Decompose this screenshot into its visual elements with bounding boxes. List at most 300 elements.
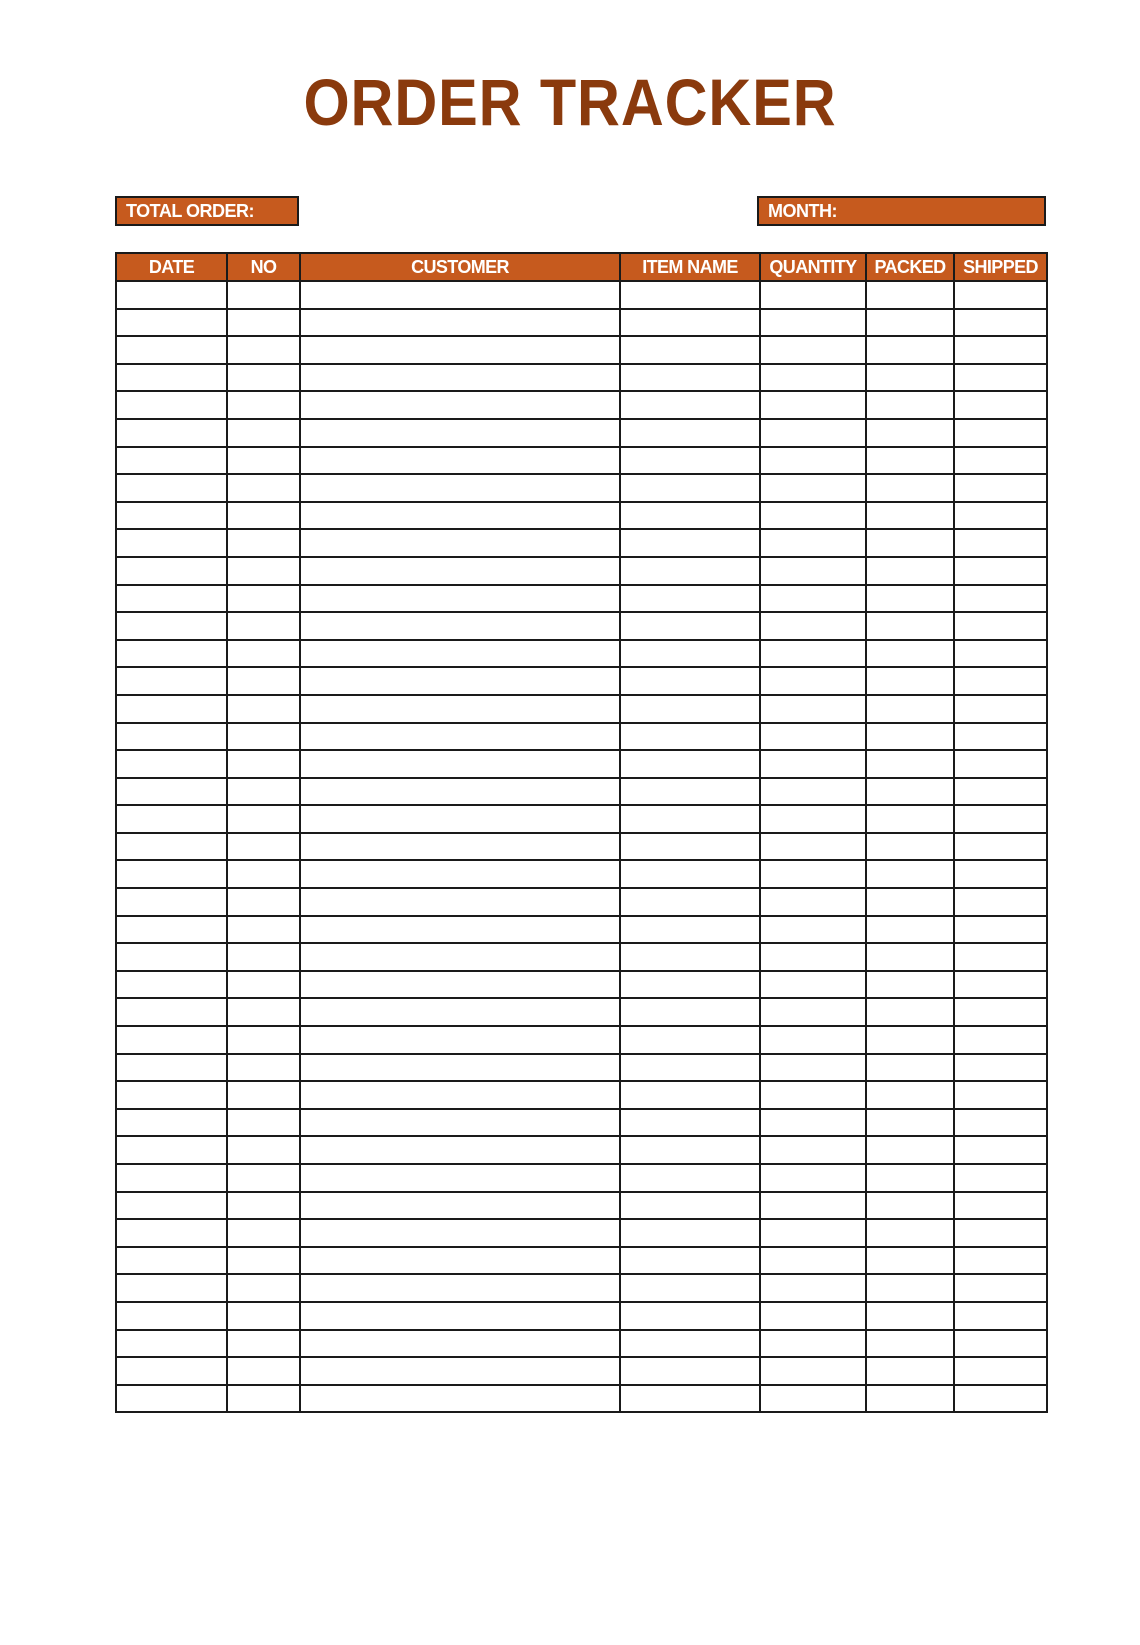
cell-shipped[interactable] bbox=[954, 1026, 1047, 1054]
cell-packed[interactable] bbox=[866, 723, 954, 751]
cell-customer[interactable] bbox=[300, 1357, 620, 1385]
cell-packed[interactable] bbox=[866, 971, 954, 999]
cell-date[interactable] bbox=[116, 888, 227, 916]
cell-quantity[interactable] bbox=[760, 1247, 866, 1275]
cell-shipped[interactable] bbox=[954, 860, 1047, 888]
cell-item-name[interactable] bbox=[620, 419, 760, 447]
cell-item-name[interactable] bbox=[620, 1385, 760, 1413]
table-row bbox=[116, 1302, 1047, 1330]
cell-item-name[interactable] bbox=[620, 943, 760, 971]
cell-packed[interactable] bbox=[866, 1274, 954, 1302]
cell-customer[interactable] bbox=[300, 943, 620, 971]
cell-packed[interactable] bbox=[866, 391, 954, 419]
cell-packed[interactable] bbox=[866, 1054, 954, 1082]
cell-date[interactable] bbox=[116, 474, 227, 502]
cell-packed[interactable] bbox=[866, 695, 954, 723]
cell-shipped[interactable] bbox=[954, 1109, 1047, 1137]
cell-shipped[interactable] bbox=[954, 998, 1047, 1026]
cell-no[interactable] bbox=[227, 419, 300, 447]
cell-shipped[interactable] bbox=[954, 971, 1047, 999]
cell-customer[interactable] bbox=[300, 723, 620, 751]
cell-shipped[interactable] bbox=[954, 474, 1047, 502]
cell-packed[interactable] bbox=[866, 309, 954, 337]
cell-no[interactable] bbox=[227, 1054, 300, 1082]
cell-no[interactable] bbox=[227, 1385, 300, 1413]
cell-shipped[interactable] bbox=[954, 695, 1047, 723]
cell-customer[interactable] bbox=[300, 419, 620, 447]
cell-quantity[interactable] bbox=[760, 1109, 866, 1137]
cell-customer[interactable] bbox=[300, 750, 620, 778]
cell-no[interactable] bbox=[227, 1192, 300, 1220]
cell-item-name[interactable] bbox=[620, 1136, 760, 1164]
cell-shipped[interactable] bbox=[954, 1219, 1047, 1247]
cell-quantity[interactable] bbox=[760, 805, 866, 833]
cell-item-name[interactable] bbox=[620, 723, 760, 751]
cell-shipped[interactable] bbox=[954, 447, 1047, 475]
cell-shipped[interactable] bbox=[954, 557, 1047, 585]
cell-item-name[interactable] bbox=[620, 309, 760, 337]
cell-shipped[interactable] bbox=[954, 336, 1047, 364]
cell-item-name[interactable] bbox=[620, 1054, 760, 1082]
cell-packed[interactable] bbox=[866, 1026, 954, 1054]
cell-shipped[interactable] bbox=[954, 612, 1047, 640]
cell-customer[interactable] bbox=[300, 833, 620, 861]
cell-customer[interactable] bbox=[300, 1219, 620, 1247]
cell-no[interactable] bbox=[227, 833, 300, 861]
cell-date[interactable] bbox=[116, 281, 227, 309]
cell-date[interactable] bbox=[116, 447, 227, 475]
cell-shipped[interactable] bbox=[954, 1357, 1047, 1385]
cell-shipped[interactable] bbox=[954, 1274, 1047, 1302]
cell-quantity[interactable] bbox=[760, 1054, 866, 1082]
cell-no[interactable] bbox=[227, 502, 300, 530]
cell-no[interactable] bbox=[227, 1330, 300, 1358]
cell-shipped[interactable] bbox=[954, 888, 1047, 916]
cell-customer[interactable] bbox=[300, 860, 620, 888]
cell-item-name[interactable] bbox=[620, 585, 760, 613]
cell-packed[interactable] bbox=[866, 860, 954, 888]
cell-shipped[interactable] bbox=[954, 1302, 1047, 1330]
cell-date[interactable] bbox=[116, 502, 227, 530]
cell-item-name[interactable] bbox=[620, 1357, 760, 1385]
cell-date[interactable] bbox=[116, 557, 227, 585]
cell-customer[interactable] bbox=[300, 557, 620, 585]
cell-quantity[interactable] bbox=[760, 888, 866, 916]
cell-quantity[interactable] bbox=[760, 336, 866, 364]
cell-no[interactable] bbox=[227, 364, 300, 392]
cell-quantity[interactable] bbox=[760, 1357, 866, 1385]
cell-date[interactable] bbox=[116, 805, 227, 833]
cell-quantity[interactable] bbox=[760, 474, 866, 502]
cell-quantity[interactable] bbox=[760, 943, 866, 971]
cell-item-name[interactable] bbox=[620, 1247, 760, 1275]
cell-packed[interactable] bbox=[866, 667, 954, 695]
cell-no[interactable] bbox=[227, 1026, 300, 1054]
cell-shipped[interactable] bbox=[954, 916, 1047, 944]
cell-shipped[interactable] bbox=[954, 1330, 1047, 1358]
cell-quantity[interactable] bbox=[760, 1192, 866, 1220]
cell-date[interactable] bbox=[116, 998, 227, 1026]
cell-date[interactable] bbox=[116, 667, 227, 695]
cell-date[interactable] bbox=[116, 1054, 227, 1082]
cell-date[interactable] bbox=[116, 943, 227, 971]
month-field[interactable] bbox=[757, 196, 1046, 226]
cell-shipped[interactable] bbox=[954, 529, 1047, 557]
cell-customer[interactable] bbox=[300, 998, 620, 1026]
cell-no[interactable] bbox=[227, 585, 300, 613]
cell-date[interactable] bbox=[116, 1330, 227, 1358]
cell-date[interactable] bbox=[116, 1109, 227, 1137]
cell-quantity[interactable] bbox=[760, 916, 866, 944]
cell-no[interactable] bbox=[227, 1302, 300, 1330]
cell-customer[interactable] bbox=[300, 1136, 620, 1164]
cell-quantity[interactable] bbox=[760, 585, 866, 613]
cell-date[interactable] bbox=[116, 1274, 227, 1302]
cell-no[interactable] bbox=[227, 391, 300, 419]
cell-date[interactable] bbox=[116, 778, 227, 806]
cell-customer[interactable] bbox=[300, 1247, 620, 1275]
cell-packed[interactable] bbox=[866, 778, 954, 806]
cell-packed[interactable] bbox=[866, 1109, 954, 1137]
cell-item-name[interactable] bbox=[620, 971, 760, 999]
cell-date[interactable] bbox=[116, 336, 227, 364]
cell-packed[interactable] bbox=[866, 1247, 954, 1275]
cell-no[interactable] bbox=[227, 860, 300, 888]
cell-packed[interactable] bbox=[866, 998, 954, 1026]
cell-quantity[interactable] bbox=[760, 419, 866, 447]
column-header-date: DATE bbox=[116, 253, 227, 281]
cell-no[interactable] bbox=[227, 998, 300, 1026]
cell-customer[interactable] bbox=[300, 971, 620, 999]
cell-item-name[interactable] bbox=[620, 860, 760, 888]
cell-no[interactable] bbox=[227, 1081, 300, 1109]
cell-quantity[interactable] bbox=[760, 529, 866, 557]
cell-no[interactable] bbox=[227, 1247, 300, 1275]
cell-quantity[interactable] bbox=[760, 502, 866, 530]
cell-packed[interactable] bbox=[866, 281, 954, 309]
cell-packed[interactable] bbox=[866, 1219, 954, 1247]
cell-no[interactable] bbox=[227, 971, 300, 999]
cell-shipped[interactable] bbox=[954, 391, 1047, 419]
cell-packed[interactable] bbox=[866, 1081, 954, 1109]
cell-customer[interactable] bbox=[300, 281, 620, 309]
cell-no[interactable] bbox=[227, 1136, 300, 1164]
cell-customer[interactable] bbox=[300, 640, 620, 668]
cell-packed[interactable] bbox=[866, 529, 954, 557]
cell-shipped[interactable] bbox=[954, 640, 1047, 668]
cell-packed[interactable] bbox=[866, 336, 954, 364]
cell-customer[interactable] bbox=[300, 474, 620, 502]
order-tracker-table bbox=[115, 252, 1048, 1413]
total-order-field[interactable] bbox=[115, 196, 299, 226]
cell-date[interactable] bbox=[116, 723, 227, 751]
cell-no[interactable] bbox=[227, 695, 300, 723]
table-row bbox=[116, 916, 1047, 944]
cell-shipped[interactable] bbox=[954, 750, 1047, 778]
cell-packed[interactable] bbox=[866, 943, 954, 971]
cell-no[interactable] bbox=[227, 916, 300, 944]
cell-item-name[interactable] bbox=[620, 640, 760, 668]
cell-quantity[interactable] bbox=[760, 1219, 866, 1247]
cell-packed[interactable] bbox=[866, 1330, 954, 1358]
cell-quantity[interactable] bbox=[760, 778, 866, 806]
cell-packed[interactable] bbox=[866, 557, 954, 585]
cell-date[interactable] bbox=[116, 309, 227, 337]
cell-quantity[interactable] bbox=[760, 971, 866, 999]
cell-date[interactable] bbox=[116, 529, 227, 557]
cell-date[interactable] bbox=[116, 860, 227, 888]
cell-shipped[interactable] bbox=[954, 585, 1047, 613]
cell-no[interactable] bbox=[227, 1274, 300, 1302]
cell-shipped[interactable] bbox=[954, 502, 1047, 530]
cell-shipped[interactable] bbox=[954, 1136, 1047, 1164]
table-row bbox=[116, 667, 1047, 695]
cell-no[interactable] bbox=[227, 778, 300, 806]
cell-customer[interactable] bbox=[300, 612, 620, 640]
cell-customer[interactable] bbox=[300, 888, 620, 916]
cell-item-name[interactable] bbox=[620, 474, 760, 502]
cell-shipped[interactable] bbox=[954, 1385, 1047, 1413]
cell-date[interactable] bbox=[116, 1026, 227, 1054]
cell-date[interactable] bbox=[116, 1192, 227, 1220]
cell-no[interactable] bbox=[227, 309, 300, 337]
cell-quantity[interactable] bbox=[760, 1302, 866, 1330]
cell-quantity[interactable] bbox=[760, 1274, 866, 1302]
cell-quantity[interactable] bbox=[760, 833, 866, 861]
cell-item-name[interactable] bbox=[620, 750, 760, 778]
cell-customer[interactable] bbox=[300, 1330, 620, 1358]
table-row bbox=[116, 391, 1047, 419]
cell-date[interactable] bbox=[116, 640, 227, 668]
cell-date[interactable] bbox=[116, 1302, 227, 1330]
cell-no[interactable] bbox=[227, 336, 300, 364]
cell-shipped[interactable] bbox=[954, 419, 1047, 447]
cell-date[interactable] bbox=[116, 695, 227, 723]
cell-date[interactable] bbox=[116, 1385, 227, 1413]
cell-quantity[interactable] bbox=[760, 447, 866, 475]
cell-packed[interactable] bbox=[866, 502, 954, 530]
cell-customer[interactable] bbox=[300, 1026, 620, 1054]
cell-item-name[interactable] bbox=[620, 1302, 760, 1330]
cell-quantity[interactable] bbox=[760, 998, 866, 1026]
cell-customer[interactable] bbox=[300, 1054, 620, 1082]
cell-item-name[interactable] bbox=[620, 667, 760, 695]
cell-quantity[interactable] bbox=[760, 750, 866, 778]
cell-quantity[interactable] bbox=[760, 612, 866, 640]
cell-quantity[interactable] bbox=[760, 723, 866, 751]
cell-packed[interactable] bbox=[866, 364, 954, 392]
cell-packed[interactable] bbox=[866, 419, 954, 447]
cell-item-name[interactable] bbox=[620, 1219, 760, 1247]
cell-no[interactable] bbox=[227, 723, 300, 751]
cell-no[interactable] bbox=[227, 474, 300, 502]
cell-date[interactable] bbox=[116, 1081, 227, 1109]
cell-no[interactable] bbox=[227, 943, 300, 971]
cell-packed[interactable] bbox=[866, 474, 954, 502]
cell-customer[interactable] bbox=[300, 336, 620, 364]
cell-item-name[interactable] bbox=[620, 833, 760, 861]
cell-date[interactable] bbox=[116, 1136, 227, 1164]
cell-shipped[interactable] bbox=[954, 723, 1047, 751]
cell-packed[interactable] bbox=[866, 1192, 954, 1220]
cell-item-name[interactable] bbox=[620, 336, 760, 364]
cell-item-name[interactable] bbox=[620, 916, 760, 944]
cell-item-name[interactable] bbox=[620, 888, 760, 916]
cell-item-name[interactable] bbox=[620, 281, 760, 309]
cell-date[interactable] bbox=[116, 750, 227, 778]
cell-date[interactable] bbox=[116, 916, 227, 944]
cell-packed[interactable] bbox=[866, 750, 954, 778]
cell-no[interactable] bbox=[227, 667, 300, 695]
column-header-packed: PACKED bbox=[866, 253, 954, 281]
cell-customer[interactable] bbox=[300, 391, 620, 419]
table-row bbox=[116, 750, 1047, 778]
cell-customer[interactable] bbox=[300, 529, 620, 557]
cell-quantity[interactable] bbox=[760, 1164, 866, 1192]
cell-packed[interactable] bbox=[866, 805, 954, 833]
cell-packed[interactable] bbox=[866, 1136, 954, 1164]
cell-no[interactable] bbox=[227, 529, 300, 557]
cell-customer[interactable] bbox=[300, 667, 620, 695]
cell-shipped[interactable] bbox=[954, 1192, 1047, 1220]
cell-date[interactable] bbox=[116, 364, 227, 392]
cell-date[interactable] bbox=[116, 391, 227, 419]
cell-item-name[interactable] bbox=[620, 447, 760, 475]
cell-item-name[interactable] bbox=[620, 1164, 760, 1192]
cell-customer[interactable] bbox=[300, 1081, 620, 1109]
cell-customer[interactable] bbox=[300, 585, 620, 613]
cell-no[interactable] bbox=[227, 612, 300, 640]
cell-date[interactable] bbox=[116, 1357, 227, 1385]
cell-item-name[interactable] bbox=[620, 805, 760, 833]
cell-no[interactable] bbox=[227, 640, 300, 668]
cell-quantity[interactable] bbox=[760, 640, 866, 668]
cell-date[interactable] bbox=[116, 833, 227, 861]
cell-customer[interactable] bbox=[300, 1109, 620, 1137]
cell-no[interactable] bbox=[227, 1219, 300, 1247]
cell-no[interactable] bbox=[227, 1357, 300, 1385]
cell-quantity[interactable] bbox=[760, 667, 866, 695]
cell-date[interactable] bbox=[116, 1164, 227, 1192]
cell-no[interactable] bbox=[227, 1164, 300, 1192]
cell-item-name[interactable] bbox=[620, 1081, 760, 1109]
cell-item-name[interactable] bbox=[620, 557, 760, 585]
cell-shipped[interactable] bbox=[954, 943, 1047, 971]
cell-shipped[interactable] bbox=[954, 1247, 1047, 1275]
cell-shipped[interactable] bbox=[954, 1164, 1047, 1192]
cell-customer[interactable] bbox=[300, 1302, 620, 1330]
cell-packed[interactable] bbox=[866, 640, 954, 668]
cell-shipped[interactable] bbox=[954, 1081, 1047, 1109]
table-row bbox=[116, 1247, 1047, 1275]
cell-quantity[interactable] bbox=[760, 391, 866, 419]
cell-packed[interactable] bbox=[866, 1385, 954, 1413]
cell-packed[interactable] bbox=[866, 612, 954, 640]
cell-customer[interactable] bbox=[300, 309, 620, 337]
cell-customer[interactable] bbox=[300, 447, 620, 475]
cell-customer[interactable] bbox=[300, 364, 620, 392]
cell-quantity[interactable] bbox=[760, 1330, 866, 1358]
cell-item-name[interactable] bbox=[620, 364, 760, 392]
table-row bbox=[116, 1026, 1047, 1054]
cell-item-name[interactable] bbox=[620, 998, 760, 1026]
cell-quantity[interactable] bbox=[760, 1136, 866, 1164]
cell-customer[interactable] bbox=[300, 805, 620, 833]
cell-quantity[interactable] bbox=[760, 695, 866, 723]
cell-customer[interactable] bbox=[300, 1274, 620, 1302]
cell-date[interactable] bbox=[116, 1219, 227, 1247]
cell-shipped[interactable] bbox=[954, 309, 1047, 337]
cell-quantity[interactable] bbox=[760, 860, 866, 888]
cell-item-name[interactable] bbox=[620, 1330, 760, 1358]
cell-shipped[interactable] bbox=[954, 778, 1047, 806]
cell-date[interactable] bbox=[116, 419, 227, 447]
cell-packed[interactable] bbox=[866, 833, 954, 861]
cell-item-name[interactable] bbox=[620, 502, 760, 530]
cell-packed[interactable] bbox=[866, 888, 954, 916]
cell-packed[interactable] bbox=[866, 1164, 954, 1192]
table-row bbox=[116, 1330, 1047, 1358]
cell-item-name[interactable] bbox=[620, 1026, 760, 1054]
cell-no[interactable] bbox=[227, 447, 300, 475]
cell-shipped[interactable] bbox=[954, 281, 1047, 309]
cell-shipped[interactable] bbox=[954, 667, 1047, 695]
cell-item-name[interactable] bbox=[620, 529, 760, 557]
cell-item-name[interactable] bbox=[620, 778, 760, 806]
cell-item-name[interactable] bbox=[620, 1109, 760, 1137]
cell-date[interactable] bbox=[116, 612, 227, 640]
cell-item-name[interactable] bbox=[620, 391, 760, 419]
cell-item-name[interactable] bbox=[620, 612, 760, 640]
cell-item-name[interactable] bbox=[620, 695, 760, 723]
cell-shipped[interactable] bbox=[954, 805, 1047, 833]
cell-customer[interactable] bbox=[300, 1385, 620, 1413]
cell-date[interactable] bbox=[116, 585, 227, 613]
cell-packed[interactable] bbox=[866, 447, 954, 475]
cell-quantity[interactable] bbox=[760, 281, 866, 309]
cell-customer[interactable] bbox=[300, 778, 620, 806]
cell-no[interactable] bbox=[227, 750, 300, 778]
cell-no[interactable] bbox=[227, 805, 300, 833]
cell-quantity[interactable] bbox=[760, 1081, 866, 1109]
cell-shipped[interactable] bbox=[954, 364, 1047, 392]
cell-packed[interactable] bbox=[866, 585, 954, 613]
cell-quantity[interactable] bbox=[760, 364, 866, 392]
cell-quantity[interactable] bbox=[760, 1385, 866, 1413]
cell-quantity[interactable] bbox=[760, 309, 866, 337]
cell-shipped[interactable] bbox=[954, 833, 1047, 861]
cell-quantity[interactable] bbox=[760, 1026, 866, 1054]
cell-customer[interactable] bbox=[300, 1164, 620, 1192]
cell-no[interactable] bbox=[227, 557, 300, 585]
cell-packed[interactable] bbox=[866, 916, 954, 944]
cell-no[interactable] bbox=[227, 281, 300, 309]
cell-item-name[interactable] bbox=[620, 1192, 760, 1220]
cell-item-name[interactable] bbox=[620, 1274, 760, 1302]
cell-packed[interactable] bbox=[866, 1357, 954, 1385]
cell-customer[interactable] bbox=[300, 916, 620, 944]
cell-customer[interactable] bbox=[300, 695, 620, 723]
cell-date[interactable] bbox=[116, 1247, 227, 1275]
cell-customer[interactable] bbox=[300, 1192, 620, 1220]
cell-no[interactable] bbox=[227, 888, 300, 916]
cell-shipped[interactable] bbox=[954, 1054, 1047, 1082]
cell-no[interactable] bbox=[227, 1109, 300, 1137]
cell-date[interactable] bbox=[116, 971, 227, 999]
cell-packed[interactable] bbox=[866, 1302, 954, 1330]
cell-quantity[interactable] bbox=[760, 557, 866, 585]
cell-customer[interactable] bbox=[300, 502, 620, 530]
